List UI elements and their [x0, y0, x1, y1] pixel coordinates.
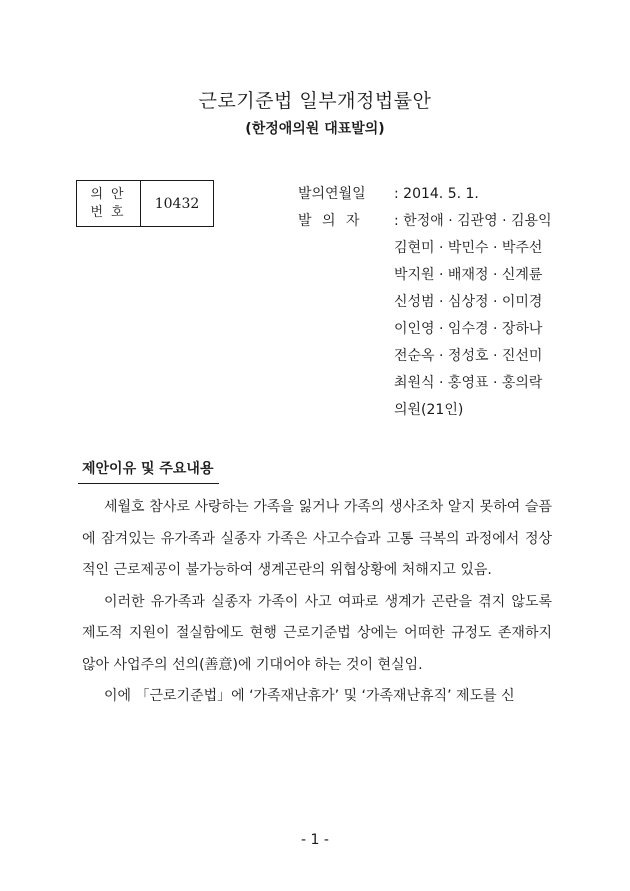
bill-number-label-line2: 번호	[90, 204, 132, 220]
proposer-line: 이인영 · 임수경 · 장하나	[394, 321, 543, 337]
proposer-row	[298, 343, 552, 370]
page-number: - 1 -	[301, 832, 329, 848]
bill-meta	[298, 181, 552, 424]
bill-number-label	[77, 181, 141, 227]
proposer-row	[298, 208, 552, 235]
proposer-row	[298, 289, 552, 316]
body-text	[82, 492, 552, 713]
proposal-date-value: : 2014. 5. 1.	[394, 186, 479, 202]
section-heading	[82, 458, 213, 480]
proposer-row	[298, 370, 552, 397]
proposer-line: 박지원 · 배재정 · 신계륜	[394, 267, 543, 283]
proposer-line: 신성범 · 심상정 · 이미경	[394, 294, 543, 310]
paragraph: 이러한 유가족과 실종자 가족이 사고 여파로 생계가 곤란을 겪지 않도록 제도적 지원이 절실함에도 현행 근로기준법 상에는 어떠한 규정도 존재하지 않아 사업주의 선의(善意)에 기대어야 하는 것이 현실임.	[82, 593, 552, 673]
paragraph: 세월호 참사로 사랑하는 가족을 잃거나 가족의 생사조차 알지 못하여 슬픔에 잠겨있는 유가족과 실종자 가족은 사고수습과 고통 극복의 과정에서 정상적인 근로제공이 불가능하여 생계곤란의 위협상황에 처해지고 있음.	[82, 499, 552, 578]
bill-sponsor: (한정애의원 대표발의)	[245, 121, 385, 137]
proposer-row	[298, 316, 552, 343]
bill-number-label-line1: 의안	[90, 186, 132, 202]
proposer-colon: :	[394, 213, 399, 229]
proposal-date-row	[298, 181, 552, 208]
proposer-line: 최원식 · 홍영표 · 홍의락	[394, 375, 543, 391]
proposer-line: 전순옥 · 정성호 · 진선미	[394, 348, 543, 364]
proposer-line: 한정애 · 김관영 · 김용익	[403, 213, 552, 229]
proposer-line: 의원(21인)	[394, 402, 464, 418]
proposer-row	[298, 235, 552, 262]
section-heading-underline	[78, 483, 219, 484]
bill-number-box	[76, 180, 214, 227]
bill-number-value: 10432	[141, 181, 214, 227]
proposer-label: 발 의 자	[298, 213, 363, 229]
proposer-row	[298, 262, 552, 289]
proposal-date-label: 발의연월일	[298, 186, 366, 202]
section-heading-text: 제안이유 및 주요내용	[82, 461, 214, 477]
proposer-row	[298, 397, 552, 424]
bill-title: 근로기준법 일부개정법률안	[198, 90, 432, 112]
proposer-line: 김현미 · 박민수 · 박주선	[394, 240, 543, 256]
paragraph: 이에 「근로기준법」에 ‘가족재난휴가’ 및 ‘가족재난휴직’ 제도를 신	[104, 688, 515, 704]
